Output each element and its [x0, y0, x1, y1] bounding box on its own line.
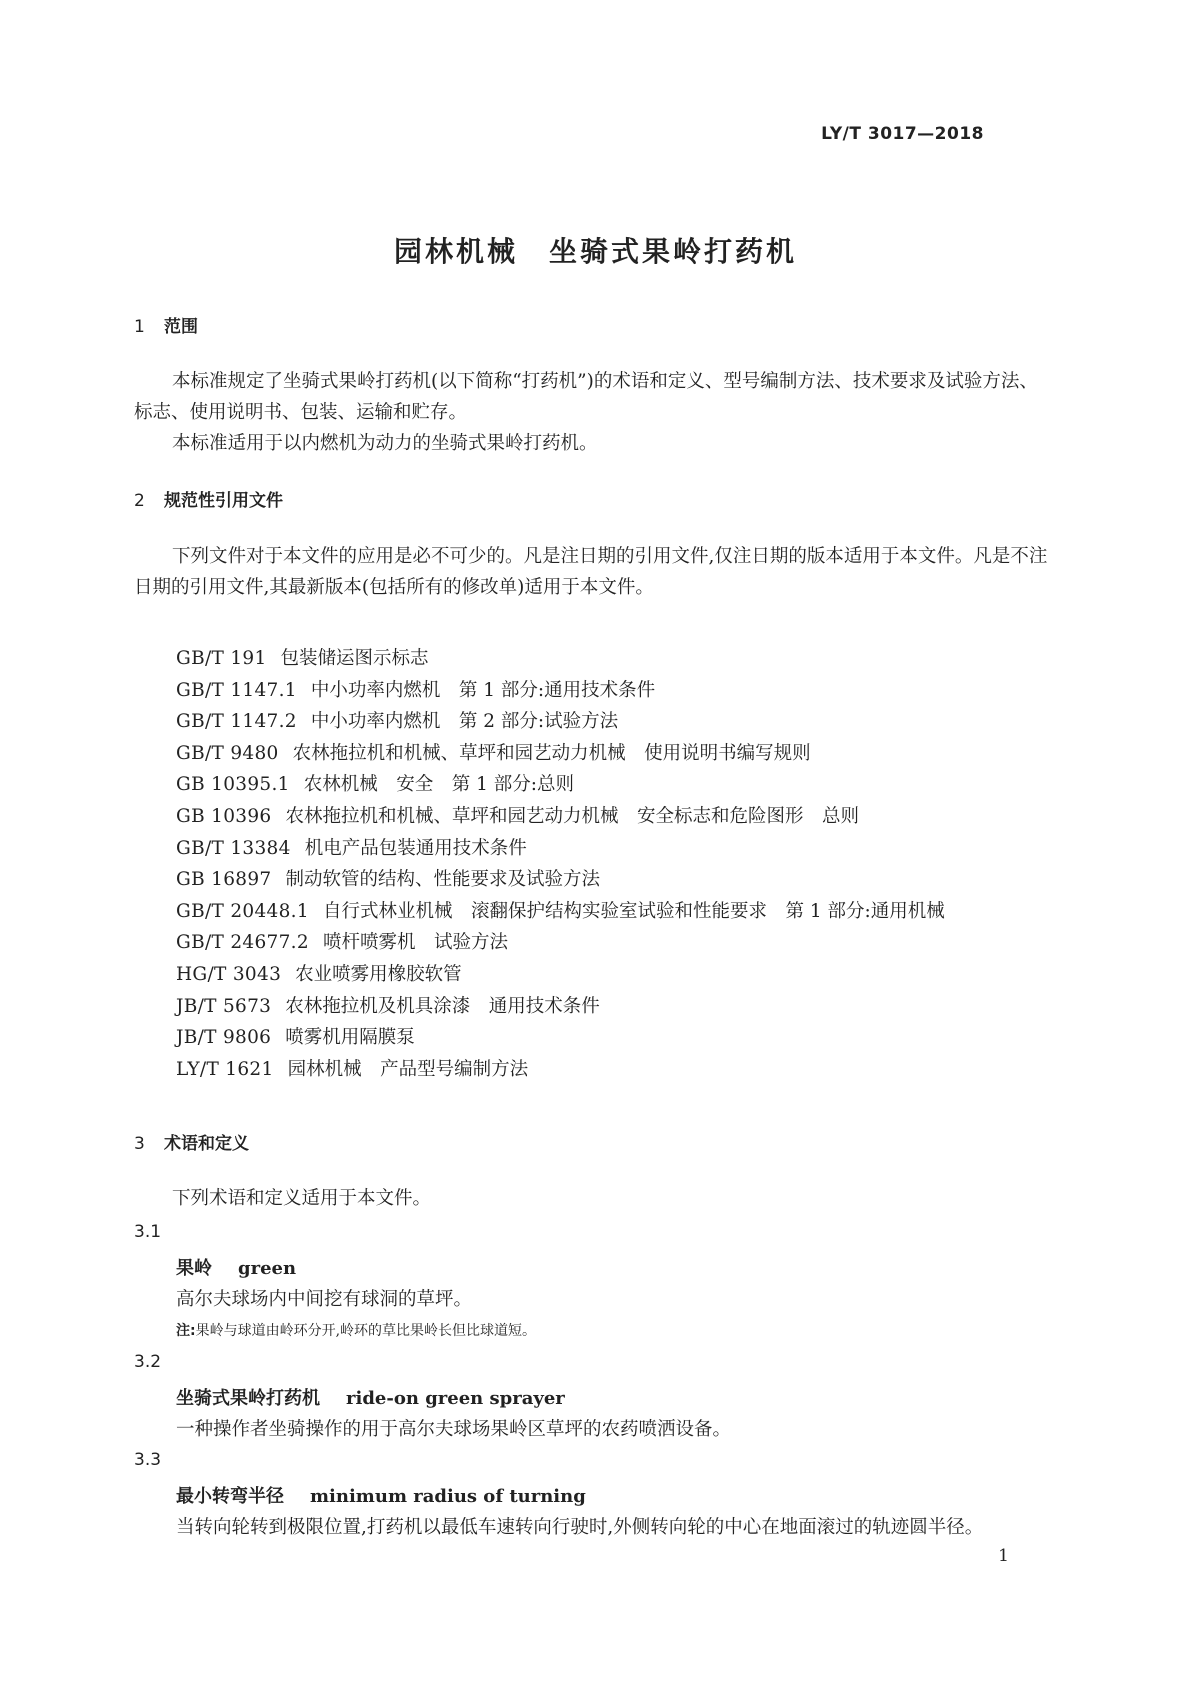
reference-name: 农林机械 安全 第 1 部分:总则 [303, 774, 575, 796]
section-number: 3 [134, 1134, 145, 1154]
reference-name: 农林拖拉机和机械、草坪和园艺动力机械 安全标志和危险图形 总则 [285, 805, 860, 827]
term-cn: 坐骑式果岭打药机 [176, 1388, 320, 1409]
term-heading [176, 1482, 586, 1508]
reference-item [176, 833, 945, 865]
paragraph: 本标准规定了坐骑式果岭打药机(以下简称“打药机”)的术语和定义、型号编制方法、技术要求及试验方法、标志、使用说明书、包装、运输和贮存。 [134, 371, 1038, 423]
reference-item [176, 927, 945, 959]
paragraph: 本标准适用于以内燃机为动力的坐骑式果岭打药机。 [172, 433, 598, 454]
term-en: ride-on green sprayer [346, 1388, 565, 1409]
reference-item [176, 1054, 945, 1086]
reference-item [176, 675, 945, 707]
term-heading [176, 1254, 296, 1280]
section-title: 规范性引用文件 [164, 491, 283, 511]
normative-reference-list [176, 643, 945, 1085]
term-definition: 高尔夫球场内中间挖有球洞的草坪。 [176, 1289, 473, 1310]
reference-name: 中小功率内燃机 第 2 部分:试验方法 [310, 711, 619, 733]
section-2-body [134, 541, 1054, 603]
standard-code: LY/T 3017—2018 [821, 124, 984, 144]
reference-code: HG/T 3043 [176, 963, 282, 985]
reference-name: 自行式林业机械 滚翻保护结构实验室试验和性能要求 第 1 部分:通用机械 [322, 900, 945, 922]
reference-code: JB/T 5673 [176, 995, 272, 1017]
reference-item [176, 643, 945, 675]
paragraph: 下列文件对于本文件的应用是必不可少的。凡是注日期的引用文件,仅注日期的版本适用于本文件。凡是不注日期的引用文件,其最新版本(包括所有的修改单)适用于本文件。 [134, 546, 1048, 598]
reference-name: 制动软管的结构、性能要求及试验方法 [285, 869, 601, 891]
term-definition: 当转向轮转到极限位置,打药机以最低车速转向行驶时,外侧转向轮的中心在地面滚过的轨迹圆半径。 [176, 1517, 984, 1538]
section-1-heading [134, 312, 198, 337]
reference-code: GB 10396 [176, 805, 272, 827]
reference-code: GB/T 1147.2 [176, 711, 297, 733]
term-heading [176, 1384, 565, 1410]
term-definition: 一种操作者坐骑操作的用于高尔夫球场果岭区草坪的农药喷洒设备。 [176, 1419, 732, 1440]
section-3-heading [134, 1129, 249, 1154]
reference-code: JB/T 9806 [176, 1027, 272, 1049]
section-title: 范围 [164, 317, 198, 337]
reference-item [176, 738, 945, 770]
reference-code: GB/T 20448.1 [176, 900, 309, 922]
document-title: 园林机械 坐骑式果岭打药机 [393, 235, 797, 268]
term-note [176, 1320, 536, 1340]
section-3-body [134, 1183, 1054, 1214]
reference-code: LY/T 1621 [176, 1058, 274, 1080]
reference-item [176, 1022, 945, 1054]
reference-code: GB 10395.1 [176, 774, 290, 796]
term-cn: 最小转弯半径 [176, 1486, 284, 1507]
reference-name: 农林拖拉机和机械、草坪和园艺动力机械 使用说明书编写规则 [292, 742, 811, 764]
reference-item [176, 769, 945, 801]
reference-name: 农业喷雾用橡胶软管 [295, 963, 462, 985]
note-text: 果岭与球道由岭环分开,岭环的草比果岭长但比球道短。 [195, 1323, 537, 1339]
term-cn: 果岭 [176, 1258, 212, 1279]
reference-item [176, 896, 945, 928]
reference-code: GB/T 191 [176, 648, 267, 669]
reference-name: 机电产品包装通用技术条件 [304, 837, 527, 859]
section-title: 术语和定义 [164, 1134, 249, 1154]
reference-name: 喷雾机用隔膜泵 [285, 1027, 415, 1049]
reference-item [176, 706, 945, 738]
reference-item [176, 991, 945, 1023]
section-1-body [134, 366, 1054, 459]
reference-name: 喷杆喷雾机 试验方法 [322, 932, 508, 954]
section-number: 1 [134, 317, 145, 337]
reference-name: 农林拖拉机及机具涂漆 通用技术条件 [285, 995, 600, 1017]
reference-code: GB/T 9480 [176, 742, 279, 764]
term-en: green [238, 1258, 297, 1279]
reference-code: GB/T 1147.1 [176, 679, 297, 701]
reference-name: 包装储运图示标志 [280, 648, 429, 669]
reference-item [176, 864, 945, 896]
paragraph: 下列术语和定义适用于本文件。 [172, 1188, 432, 1209]
reference-item [176, 959, 945, 991]
reference-code: GB 16897 [176, 869, 272, 891]
term-en: minimum radius of turning [310, 1486, 586, 1507]
reference-code: GB/T 24677.2 [176, 932, 309, 954]
reference-item [176, 801, 945, 833]
term-number: 3.2 [134, 1352, 162, 1372]
page-number: 1 [998, 1546, 1009, 1566]
section-2-heading [134, 486, 283, 511]
section-number: 2 [134, 491, 145, 511]
note-label: 注: [176, 1323, 196, 1339]
reference-code: GB/T 13384 [176, 837, 291, 859]
term-number: 3.1 [134, 1222, 162, 1242]
term-number: 3.3 [134, 1450, 162, 1470]
reference-name: 园林机械 产品型号编制方法 [287, 1058, 529, 1080]
reference-name: 中小功率内燃机 第 1 部分:通用技术条件 [310, 679, 656, 701]
